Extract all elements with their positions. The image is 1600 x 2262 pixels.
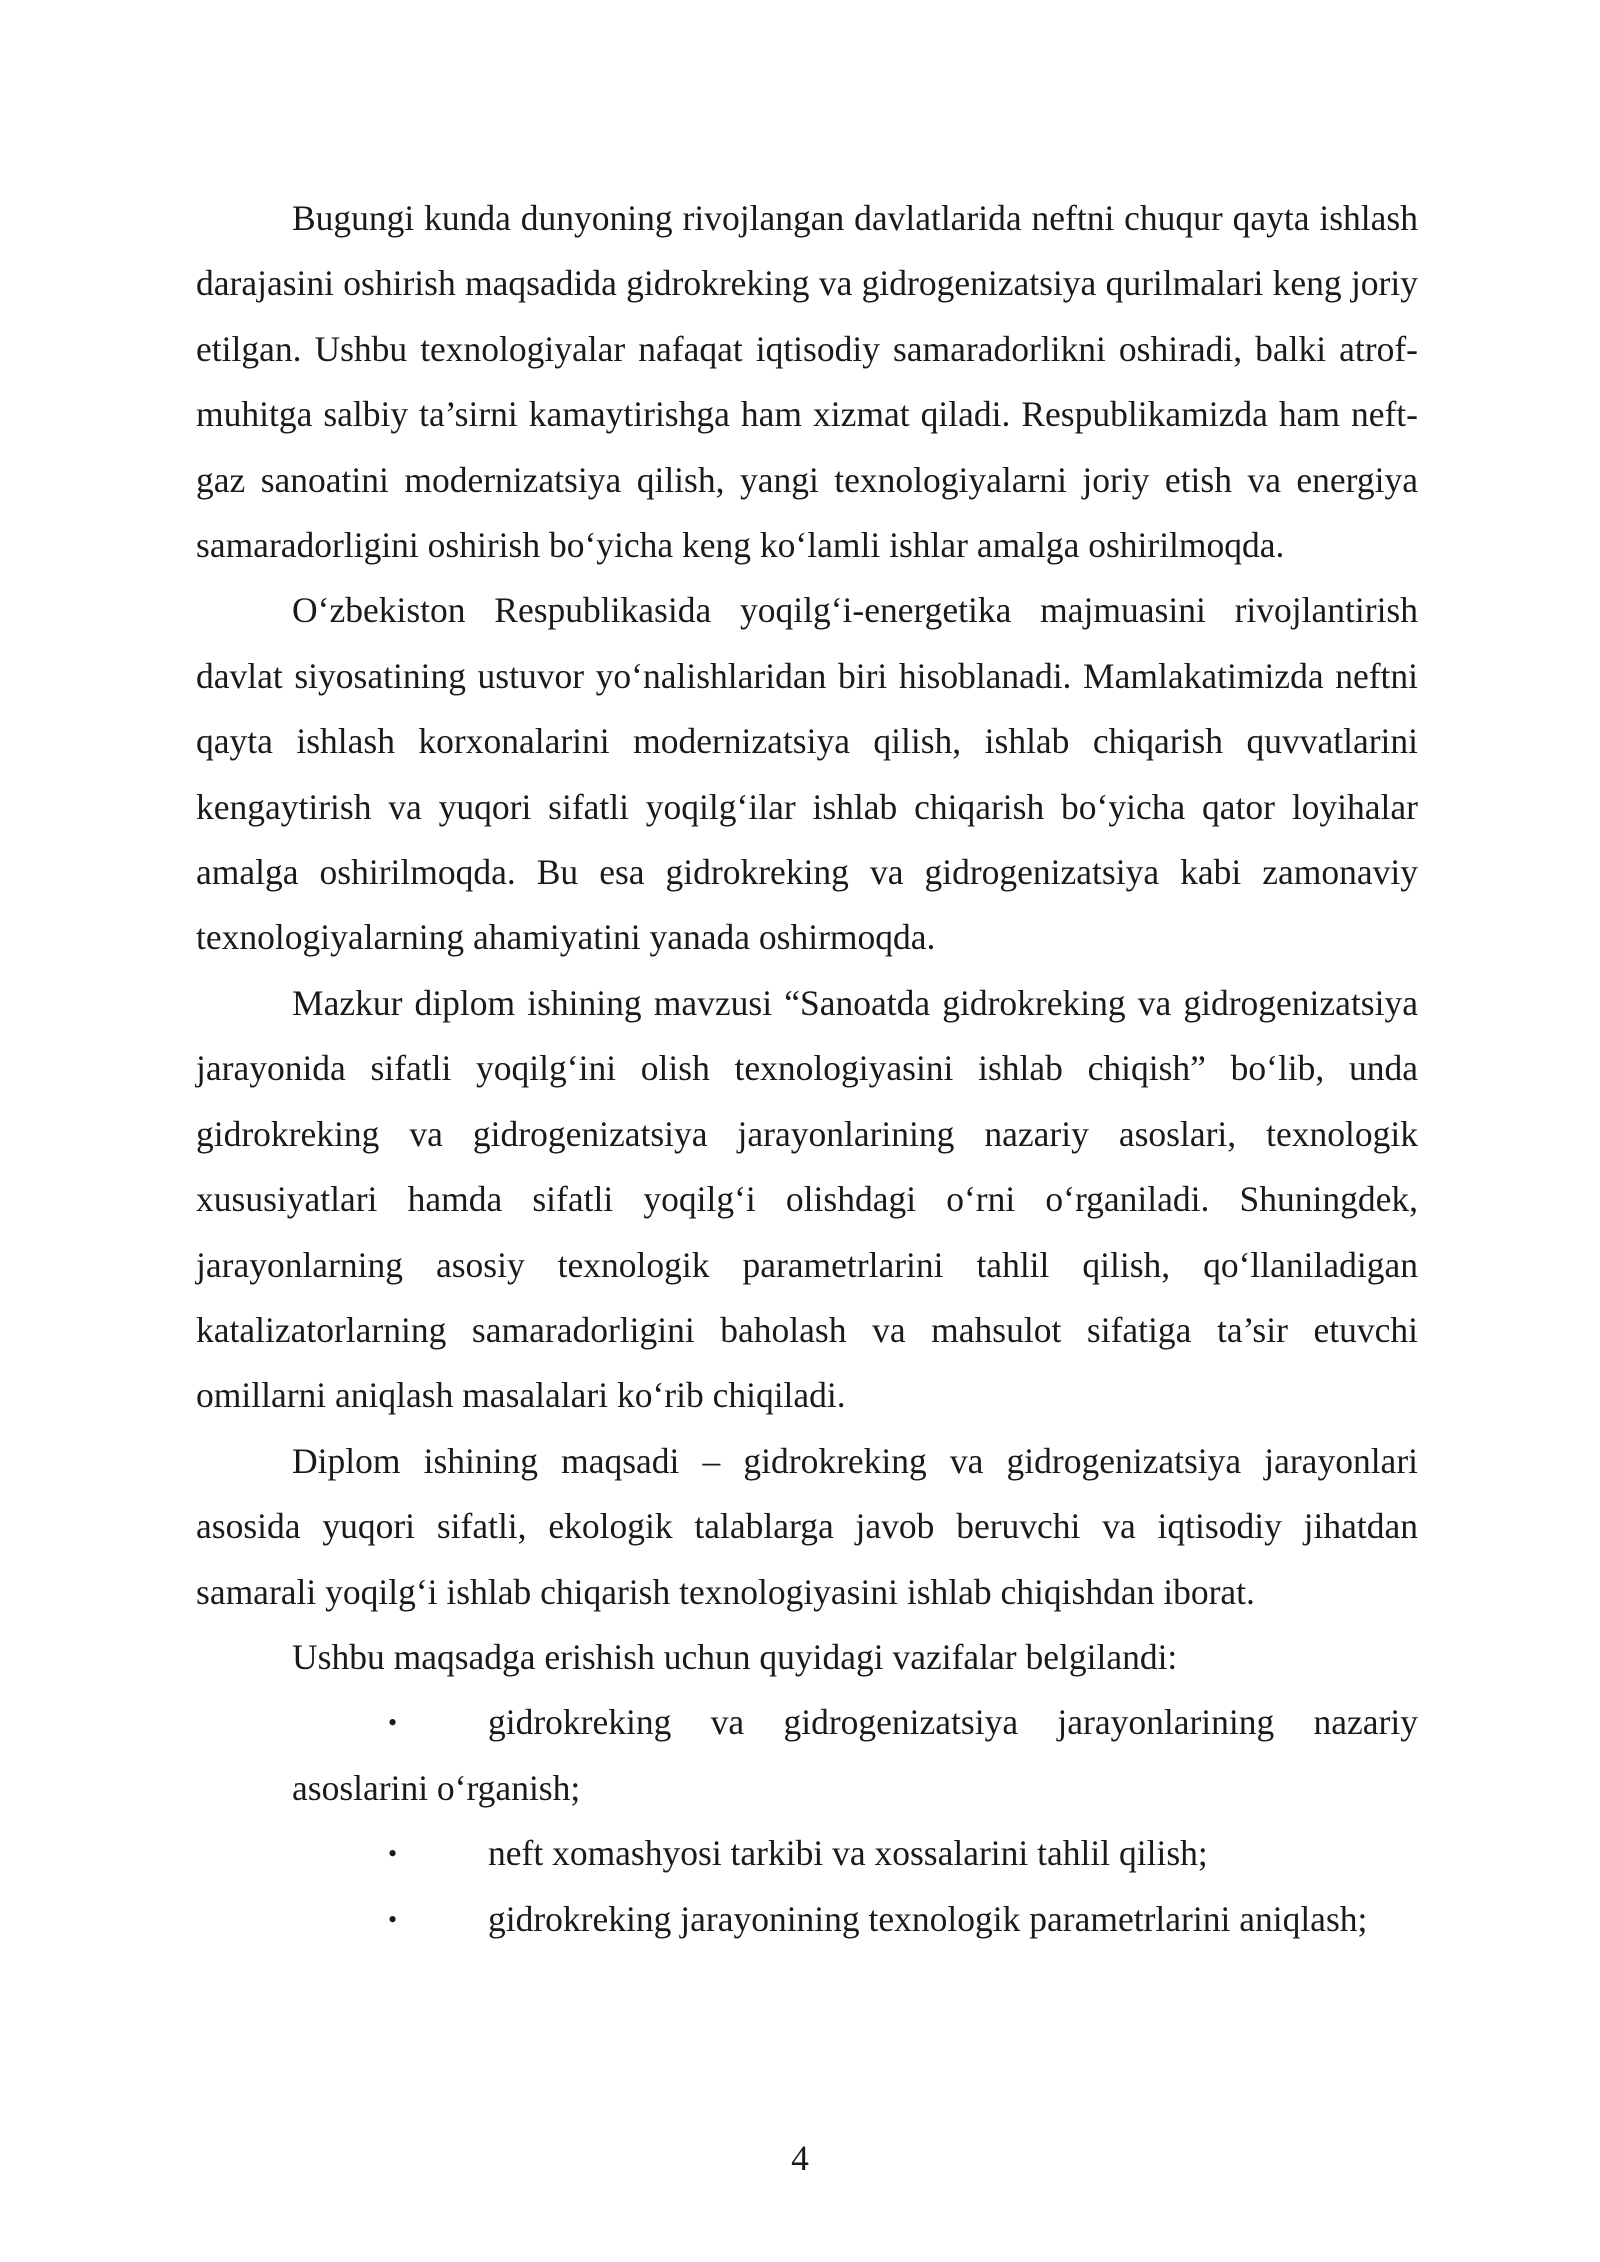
task-text: neft xomashyosi tarkibi va xossalarini tahlil qilish; — [488, 1833, 1208, 1874]
page-number: 4 — [791, 2138, 809, 2178]
paragraph-tasks-intro: Ushbu maqsadga erishish uchun quyidagi vazifalar belgilandi: — [292, 1636, 1178, 1677]
document-page — [196, 186, 1418, 1952]
task-list — [196, 1690, 1418, 1952]
bullet-icon: • — [388, 1904, 398, 1934]
task-list-item — [196, 1821, 1418, 1886]
task-text: gidrokreking va gidrogenizatsiya jarayonlarining nazariy asoslarini o‘rganish; — [292, 1702, 1418, 1808]
task-list-item — [196, 1690, 1418, 1821]
bullet-icon: • — [388, 1839, 398, 1869]
task-text: gidrokreking jarayonining texnologik parametrlarini aniqlash; — [488, 1898, 1368, 1939]
paragraph-thesis-goal: Diplom ishining maqsadi – gidrokreking va gidrogenizatsiya jarayonlari asosida yuqori sifatli, ekologik talablarga javob beruvchi va iqtisodiy jihatdan samarali yoqilg‘i ishlab chiqarish texnologiyasini ishlab chiqishdan iborat. — [196, 1440, 1418, 1612]
paragraph-intro: Bugungi kunda dunyoning rivojlangan davlatlarida neftni chuqur qayta ishlash darajasini oshirish maqsadida gidrokreking va gidrogenizatsiya qurilmalari keng joriy etilgan. Ushbu texnologiyalar nafaqat iqtisodiy samaradorlikni oshiradi, balki atrof-muhitga salbiy ta’sirni kamaytirishga ham xizmat qiladi. Respublikamizda ham neft-gaz sanoatini modernizatsiya qilish, yangi texnologiyalarni joriy etish va energiya samaradorligini oshirish bo‘yicha keng ko‘lamli ishlar amalga oshirilmoqda. — [196, 198, 1418, 566]
paragraph-uzbekistan-energy: O‘zbekiston Respublikasida yoqilg‘i-energetika majmuasini rivojlantirish davlat siyosatining ustuvor yo‘nalishlaridan biri hisoblanadi. Mamlakatimizda neftni qayta ishlash korxonalarini modernizatsiya qilish, ishlab chiqarish quvvatlarini kengaytirish va yuqori sifatli yoqilg‘ilar ishlab chiqarish bo‘yicha qator loyihalar amalga oshirilmoqda. Bu esa gidrokreking va gidrogenizatsiya kabi zamonaviy texnologiyalarning ahamiyatini yanada oshirmoqda. — [196, 590, 1418, 958]
task-list-item — [196, 1887, 1418, 1952]
bullet-icon: • — [388, 1708, 398, 1738]
paragraph-thesis-topic: Mazkur diplom ishining mavzusi “Sanoatda gidrokreking va gidrogenizatsiya jarayonida sifatli yoqilg‘ini olish texnologiyasini ishlab chiqish” bo‘lib, unda gidrokreking va gidrogenizatsiya jarayonlarining nazariy asoslari, texnologik xususiyatlari hamda sifatli yoqilg‘i olishdagi o‘rni o‘rganiladi. Shuningdek, jarayonlarning asosiy texnologik parametrlarini tahlil qilish, qo‘llaniladigan katalizatorlarning samaradorligini baholash va mahsulot sifatiga ta’sir etuvchi omillarni aniqlash masalalari ko‘rib chiqiladi. — [196, 982, 1418, 1416]
